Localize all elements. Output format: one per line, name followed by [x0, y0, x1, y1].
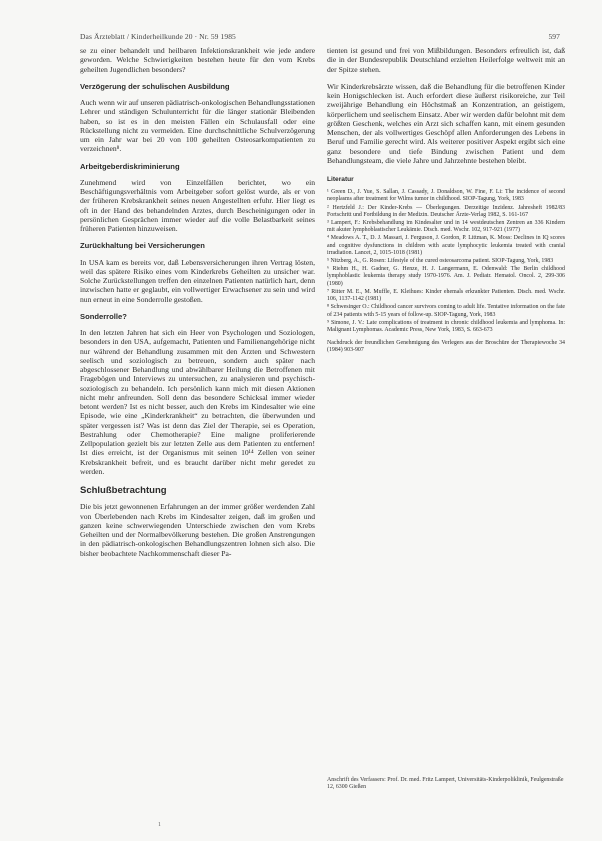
section-heading-employer: Arbeitgeberdiskriminierung [80, 161, 180, 171]
literature-heading: Literatur [327, 176, 354, 183]
section-text-special-role: In den letzten Jahren hat sich ein Heer von Psychologen und Soziologen, besonders in den USA, aufgemacht, Patienten und Familienangehörige nicht nur während der Behandlung zusammen mit den Ärzten und Schwestern seelisch und soziologisch zu betreuen, sondern auch später nach abgeschlossener Behandlung und abwählbarer Heilung die Betroffenen mit Fragebögen und Interviews zu untersuchen, zu analysieren und psychisch-soziologisch zu behandeln. Ich persönlich kann mich mit diesen Aktionen nicht mehr anfreunden. Soll denn das besondere Schicksal immer wieder betont werden? Ist es nicht besser, auch den Krebs im Kindesalter wie eine Episode, wie eine „Kinderkrankheit“ zu betrachten, die überwunden und später vergessen ist? Was ist denn das Ziel der Therapie, sei es Operation, Bestrahlung oder Chemotherapie? Eine maligne proliferierende Zellpopulation gezielt bis zur letzten Zelle aus dem Patienten zu entfernen! Ist dies erreicht, ist der Organismus mit seinen 10¹⁴ Zellen von seiner Krebskrankheit befreit, und es braucht darüber nicht mehr geredet zu werden. [80, 328, 315, 476]
reference-item: ¹ Green D., J. Yue, S. Sallan, J. Cassady, J. Donaldson, W. Fine, F. Li: The incidence of second neoplasms after treatment for Wilms tumor in childhood. SIOP-Tagung, York, 1983 [327, 189, 565, 203]
page-header [80, 32, 560, 46]
section-text-insurance: In USA kam es bereits vor, daß Lebensversicherungen ihren Vertrag lösten, weil das spätere Risiko eines vom Kinderkrebs Geheilten zu unsicher war. Solche Zurückstellungen treffen den einzelnen Patienten natürlich hart, denn inzwischen hatte er geglaubt, ein vollwertiger Erwachsener zu sein und wird nun erneut in eine Sonderrolle gestoßen. [80, 257, 315, 304]
author-address: Anschrift des Verfassers: Prof. Dr. med. Fritz Lampert, Universitäts-Kinderpoliklinik, Feulgenstraße 12, 6300 Gießen [327, 777, 564, 791]
reference-list [327, 189, 565, 334]
reprint-note: Nachdruck der freundlichen Genehmigung des Verlegers aus der Broschüre der Therapiewoche 34 (1984) 903-907 [327, 340, 565, 354]
reference-item: ⁶ Riehm H., H. Gadner, G. Henze, H. J. Langermann, E. Odenwald: The Berlin childhood lymphoblastic leukemia therapy study 1970-1976. Am. J. Pediatr. Hematol. Oncol. 2, 299-306 (1980) [327, 266, 565, 287]
reference-item: ⁸ Schwesinger O.: Childhood cancer survivors coming to adult life. Tentative information on the fate of 234 patients with 5-15 years of follow-up. SIOP-Tagung, York, 1983 [327, 304, 565, 318]
page-footer-mark: 1 [158, 822, 161, 828]
page-number: 597 [548, 32, 560, 41]
reference-item: ⁵ Nitzberg, A., G. Rosen: Lifestyle of the cured osteosarcoma patient. SIOP-Tagung, York, 1983 [327, 258, 554, 265]
intro-paragraph: se zu einer behandelt und heilbaren Infektionskrankheit wie jede andere geworden. Welche Schwierigkeiten bestehen heute für den vom Krebs geheilten Jugendlichen besonders? [80, 46, 315, 74]
reference-item: ⁴ Meadows A. T., D. J. Massari, J. Ferguson, J. Gordon, P. Littman, K. Moss: Declines in IQ scores and cognitive dysfunctions in children with acute lymphocytic leukemia treated with cranial irradiation. Lancet, 2, 1015-1018 (1981) [327, 235, 565, 256]
section-text-employer: Zunehmend wird von Einzelfällen berichtet, wo ein Beschäftigungsverhältnis vom Arbeitgeber sofort gelöst wurde, als er von der früheren Krebskrankheit seines neuen Angestellten erfuhr. Hier liegt es oft in der Hand des behandelnden Arztes, durch Bescheinigungen oder in persönlichen Gesprächen immer wieder auf die volle Belastbarkeit seines früheren Patienten hinzuweisen. [80, 177, 315, 233]
continuation-paragraph: tienten ist gesund und frei von Mißbildungen. Besonders erfreulich ist, daß die in der Bundesrepublik Deutschland erzielten Heilerfolge weltweit mit an der Spitze stehen. [327, 46, 565, 74]
section-heading-schooling: Verzögerung der schulischen Ausbildung [80, 81, 230, 91]
reference-item: ⁹ Simone, J. V.: Late complications of treatment in chronic childhood leukemia and lymphoma. In: Malignant Lymphomas. Academic Press, New York, 1983, S. 663-673 [327, 319, 565, 333]
section-heading-insurance: Zurückhaltung bei Versicherungen [80, 241, 205, 251]
running-title: Das Ärzteblatt / Kinderheilkunde 20 · Nr. 59 1985 [80, 32, 236, 41]
reference-item: ² Hertzfeld J.: Der Kinder-Krebs — Überlegungen. Derzeitige Inzidenz. Jahresheft 1982/83 Fortschritt und Fortbildung in der Medizin. Deutscher Ärzte-Verlag 1982, S. 161-167 [327, 204, 565, 218]
section-text-conclusion: Die bis jetzt gewonnenen Erfahrungen an der immer größer werdenden Zahl von Überlebenden nach Krebs im Kindesalter zeigen, daß im großen und ganzen keine schwerwiegenden Unterschiede zwischen den vom Krebs Geheilten und der Normalbevölkerung bestehen. Die großen Anstrengungen in den pädiatrisch-onkologischen Behandlungszentren lohnen sich also. Die bisher beobachtete Nachkommenschaft dieser Pa- [80, 502, 315, 558]
closing-paragraph: Wir Kinderkrebsärzte wissen, daß die Behandlung für die betroffenen Kinder kein Honigschlecken ist. Auch erfordert diese äußerst risikoreiche, zur Teil zweijährige Behandlung ein Höchstmaß an Konzentration, an geistigem, körperlichem und seelischem Einsatz. Aber wir werden dafür belohnt mit dem größten Geschenk, welches ein Arzt sich schaffen kann, mit einem gesunden Menschen, der als vollwertiges Geschöpf allen Anforderungen des Lebens in Beruf und Familie gerecht wird. Als weiterer positiver Aspekt ergibt sich eine ganz besondere und tiefe Bindung zwischen Patient und dem Behandlungsteam, die viele Jahre und Jahrzehnte bestehen bleibt. [327, 81, 565, 165]
left-column [80, 46, 315, 566]
section-text-schooling: Auch wenn wir auf unseren pädiatrisch-onkologischen Behandlungsstationen Lehrer und ständigen Schulunterricht für die länger stationär Bleibenden haben, so ist es in den meisten Fällen ein Schulausfall oder eine Rückstellung nicht zu vermeiden. Eine durchschnittliche Schulverzögerung um ein Jahr war bei 20 von 100 geheilten Osteosarkompatienten zu verzeichnen⁸. [80, 98, 315, 154]
section-heading-conclusion: Schlußbetrachtung [80, 485, 167, 496]
section-heading-special-role: Sonderrolle? [80, 311, 127, 321]
reference-item: ⁷ Ritter M. E., M. Muffle, E. Kleihues: Kinder ehemals erkrankter Patienten. Dtsch. med. Wschr. 106, 1137-1142 (1981) [327, 288, 565, 303]
reference-item: ³ Lampert, F.: Krebsbehandlung im Kindesalter und in 14 westdeutschen Zentren an 336 Kindern mit akuter lymphoblastischer Leukämie. Dtsch. med. Wschr. 102, 917-921 (1977) [327, 220, 565, 234]
right-column [327, 46, 565, 355]
